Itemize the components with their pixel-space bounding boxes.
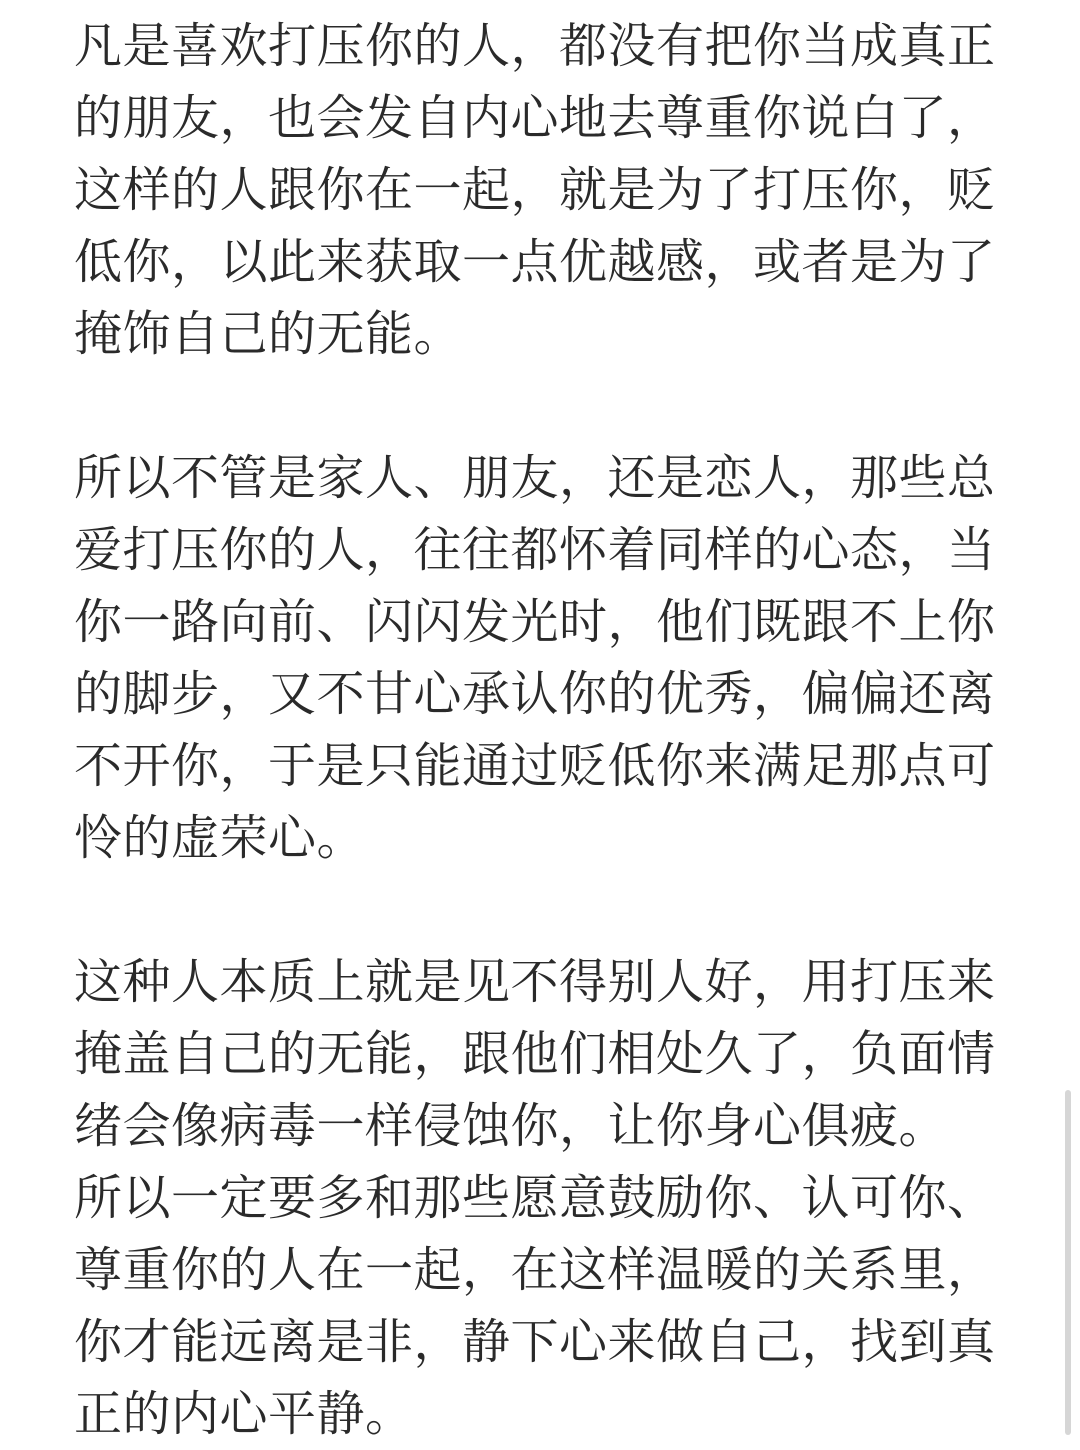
paragraph-3 [74,946,994,1450]
text-line: 正的内心平静。 [74,1386,414,1442]
text-line: 的朋友，也会发自内心地去尊重你说白了， [74,90,996,146]
text-line: 你才能远离是非，静下心来做自己，找到真 [74,1314,996,1370]
paragraph-2 [74,442,994,874]
text-line: 怜的虚荣心。 [74,810,366,866]
text-line: 绪会像病毒一样侵蚀你，让你身心俱疲。 [74,1098,948,1154]
text-line: 掩盖自己的无能，跟他们相处久了，负面情 [74,1026,996,1082]
text-line: 尊重你的人在一起，在这样温暖的关系里， [74,1242,996,1298]
text-line: 掩饰自己的无能。 [74,306,463,362]
text-line: 低你，以此来获取一点优越感，或者是为了 [74,234,996,290]
text-line: 你一路向前、闪闪发光时，他们既跟不上你 [74,594,996,650]
vertical-scrollbar[interactable] [1065,1090,1071,1435]
paragraph-gap [74,370,994,442]
text-line: 不开你，于是只能通过贬低你来满足那点可 [74,738,996,794]
text-line: 这种人本质上就是见不得别人好，用打压来 [74,954,996,1010]
text-line: 所以不管是家人、朋友，还是恋人，那些总 [74,450,996,506]
paragraph-1 [74,10,994,370]
text-line: 所以一定要多和那些愿意鼓励你、认可你、 [74,1170,996,1226]
text-line: 这样的人跟你在一起，就是为了打压你，贬 [74,162,996,218]
paragraph-gap [74,874,994,946]
text-line: 的脚步，又不甘心承认你的优秀，偏偏还离 [74,666,996,722]
article-body [74,10,994,1450]
text-line: 凡是喜欢打压你的人，都没有把你当成真正 [74,18,996,74]
text-line: 爱打压你的人，往往都怀着同样的心态，当 [74,522,996,578]
